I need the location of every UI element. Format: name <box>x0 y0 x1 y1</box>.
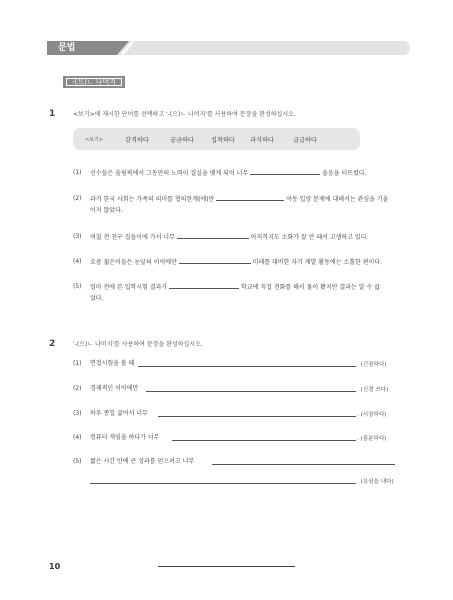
answer-blank[interactable] <box>177 232 249 239</box>
answer-blank[interactable] <box>158 416 356 417</box>
answer-blank[interactable] <box>172 440 356 441</box>
sentence-text: 울음을 터뜨렸다. <box>322 170 367 177</box>
sentence-text: 면접시험을 볼 때 <box>90 360 135 367</box>
footer-rule <box>158 566 295 567</box>
sentence-text: 아동 입양 문제에 대해서는 관심을 기울 <box>286 196 389 203</box>
question-2-number: 2 <box>49 339 56 349</box>
question-1-item-number: (1) <box>73 169 82 176</box>
sentence-text: 요즘 젊은이들은 눈앞의 이익에만 <box>90 259 177 266</box>
answer-hint: . (흥분하다) <box>357 436 387 442</box>
answer-blank[interactable] <box>90 483 356 484</box>
question-1-number: 1 <box>49 109 56 119</box>
word-bank-word: 집착하다 <box>211 137 235 144</box>
question-2-item-number: (3) <box>73 410 82 417</box>
answer-blank[interactable] <box>216 194 284 201</box>
answer-hint: . (욕심을 내다) <box>357 479 394 485</box>
sentence-text: 경제적인 이익에만 <box>90 385 139 392</box>
sentence-text: 미래를 대비한 자기 계발 활동에는 소홀한 편이다. <box>252 259 382 266</box>
question-2-item-number: (2) <box>73 385 82 392</box>
answer-blank[interactable] <box>146 391 356 392</box>
question-1-item <box>90 194 388 204</box>
sentence-continuation: 었다. <box>90 295 104 302</box>
answer-blank[interactable] <box>138 366 356 367</box>
word-bank-label: <보기> <box>85 137 104 143</box>
answer-hint: . (긴장하다) <box>357 362 387 368</box>
section-title: 문법 <box>58 43 76 53</box>
answer-blank[interactable] <box>169 282 239 289</box>
sentence-text: 과거 한국 사회는 가족의 의미를 협의한계(에)만 <box>90 196 215 203</box>
sentence-text: 학교에 직접 전화를 해서 물어 봤지만 결과는 알 수 없 <box>241 284 380 291</box>
question-1-item <box>90 257 382 267</box>
question-2-item-number: (5) <box>73 458 82 465</box>
word-bank-word: 급급하다 <box>293 137 317 144</box>
section-header-slash <box>121 41 133 55</box>
question-1-item <box>90 282 380 292</box>
question-2-item-number: (1) <box>73 360 82 367</box>
sentence-text: 며칠 전 친구 집들이에 가서 너무 <box>90 234 175 241</box>
sentence-text: 얼마 전에 본 입학시험 결과가 <box>90 284 168 291</box>
question-1-item <box>90 168 367 178</box>
grammar-tag-label: -(으)ㄴ 나머지 <box>71 78 117 86</box>
sentence-text: 하루 종일 굶어서 너무 <box>90 410 148 417</box>
answer-hint: . (신경 쓰다) <box>357 387 389 393</box>
sentence-text: 짧은 시간 안에 큰 성과를 얻으려고 너무 <box>90 458 195 465</box>
question-2-instruction: '-(으)ㄴ 나머지'를 사용하여 문장을 완성하십시오. <box>73 341 203 348</box>
question-1-item-number: (3) <box>73 233 82 240</box>
question-1-item-number: (2) <box>73 195 82 202</box>
page-number: 10 <box>49 562 61 571</box>
word-bank-word: 과식하다 <box>250 137 274 144</box>
answer-hint: . (시장하다) <box>357 412 387 418</box>
answer-blank[interactable] <box>250 168 320 175</box>
answer-blank[interactable] <box>179 257 251 264</box>
answer-blank[interactable] <box>212 464 395 465</box>
question-1-instruction: <보기>에 제시한 단어를 선택하고 '-(으)ㄴ 나머지'를 사용하여 문장을 완성하십시오. <box>73 111 296 118</box>
sentence-text: 아직까지도 소화가 잘 안 돼서 고생하고 있다. <box>250 234 369 241</box>
sentence-text: 컴퓨터 게임을 하다가 너무 <box>90 434 160 441</box>
question-2-item-number: (4) <box>73 434 82 441</box>
sentence-continuation: 이지 않았다. <box>90 207 123 214</box>
question-1-item <box>90 232 368 242</box>
word-bank-word: 궁금하다 <box>170 137 194 144</box>
question-1-item-number: (4) <box>73 258 82 265</box>
word-bank-word: 감격하다 <box>125 137 149 144</box>
question-1-item-number: (5) <box>73 283 82 290</box>
sentence-text: 선수들은 올림픽에서 그동안의 노력이 결실을 맺게 되어 너무 <box>90 170 249 177</box>
